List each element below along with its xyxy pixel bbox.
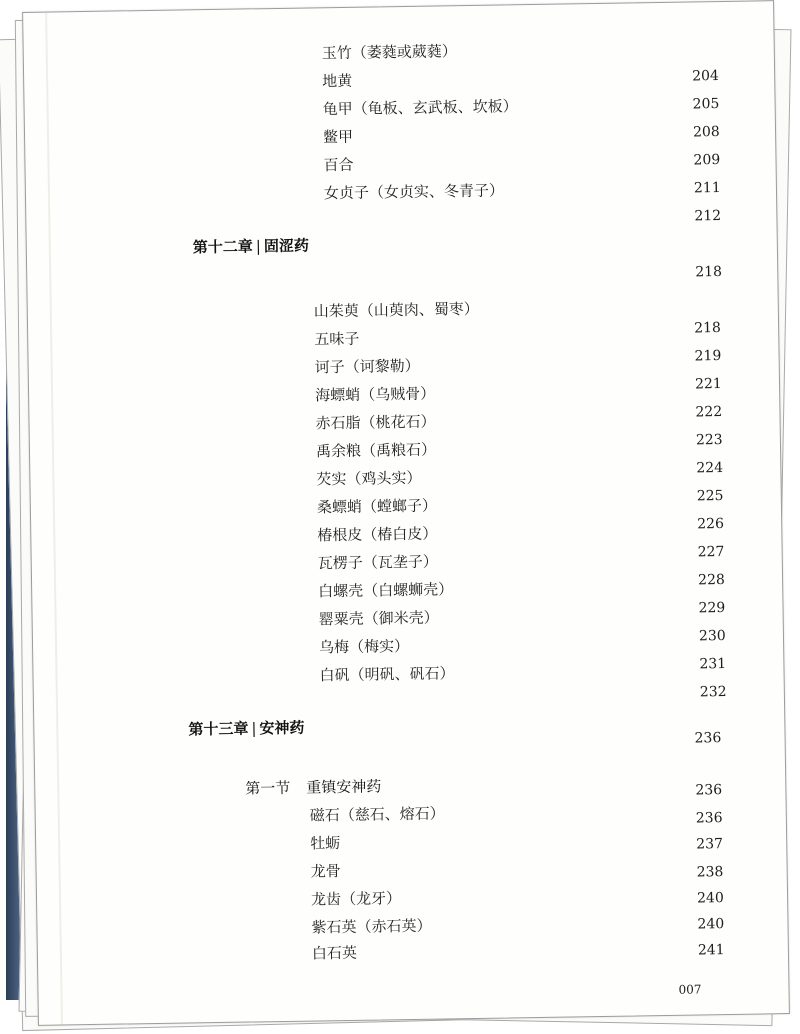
toc-entry-text: 五味子: [314, 329, 360, 349]
toc-entry-text: 海螵蛸（乌贼骨）: [315, 384, 436, 405]
toc-entry-page: 241: [697, 942, 725, 959]
toc-entry-text: 椿根皮（椿白皮）: [317, 524, 438, 545]
toc-entry-page: 240: [697, 916, 725, 933]
toc-entry-text: 龙骨: [310, 862, 341, 881]
toc-entry-text: 赤石脂（桃花石）: [315, 412, 436, 433]
toc-page: [22, 0, 790, 1026]
toc-entry-text: 瓦楞子（瓦垄子）: [317, 552, 438, 573]
page-folio-number: 007: [678, 982, 702, 997]
section-title: 重镇安神药: [306, 777, 382, 797]
section-heading-1: [245, 775, 381, 798]
chapter-page: 236: [694, 730, 722, 747]
toc-entry-page: 218: [694, 320, 721, 337]
toc-entry-text: 龟甲（龟板、玄武板、坎板）: [322, 97, 518, 119]
toc-entry-text: 龙齿（龙牙）: [310, 889, 402, 909]
toc-entry-page: 232: [699, 683, 727, 701]
chapter-title: 安神药: [259, 718, 305, 738]
toc-entry-page: 209: [693, 152, 721, 169]
toc-entry-text: 白石英: [311, 943, 358, 963]
toc-entry-page: 219: [694, 348, 722, 365]
page-spine-shadow: [45, 13, 63, 1025]
toc-group-top: [23, 1, 773, 225]
section-page: 236: [695, 782, 723, 799]
toc-entry-text: 乌梅（梅实）: [318, 636, 410, 657]
chapter-label: 第十三章: [188, 719, 249, 739]
toc-entry-text: 芡实（鸡头实）: [316, 468, 422, 489]
chapter-title: 固涩药: [263, 236, 310, 256]
toc-entry-text: 诃子（诃黎勒）: [314, 356, 420, 377]
toc-entry-text: 禹余粮（禹粮石）: [315, 440, 437, 461]
toc-entry-page: 227: [697, 544, 725, 561]
toc-entry-page: 221: [694, 376, 722, 393]
toc-entry-page: 228: [697, 572, 725, 589]
chapter-heading-12: [193, 234, 309, 257]
toc-entry-page: 211: [693, 180, 721, 197]
toc-entry-page: 237: [696, 836, 724, 853]
toc-entry-page: 229: [698, 599, 726, 617]
chapter-label: 第十二章: [192, 237, 253, 257]
toc-entry-text: 百合: [323, 155, 354, 175]
toc-entry-page: 204: [692, 68, 720, 85]
toc-entry-page: 226: [697, 516, 725, 533]
toc-entry-text: 地黄: [322, 71, 353, 91]
toc-entry-page: 224: [696, 460, 724, 477]
toc-entry-page: 225: [696, 488, 724, 505]
toc-entry-page: 230: [698, 627, 726, 645]
toc-entry-page: 231: [699, 655, 727, 673]
toc-entry-page: 205: [692, 96, 720, 113]
toc-entry-page: 208: [692, 124, 720, 141]
chapter-separator: |: [255, 237, 262, 256]
toc-entry-text: 白螺壳（白螺蛳壳）: [318, 580, 454, 601]
toc-entry-page: 236: [695, 810, 723, 827]
toc-entry-text: 山茱萸（山萸肉、蜀枣）: [313, 299, 479, 321]
toc-entry-page: 238: [696, 864, 724, 881]
chapter-separator: |: [251, 719, 257, 738]
toc-entry-page: 212: [694, 208, 722, 225]
toc-entry-text: 鳖甲: [322, 127, 354, 147]
toc-entry-text: 磁石（慈石、熔石）: [309, 804, 445, 825]
toc-entry-text: 罂粟壳（御米壳）: [318, 608, 439, 629]
toc-entry-text: 牡蛎: [310, 834, 341, 853]
toc-entry-page: 223: [695, 432, 723, 449]
section-label: 第一节: [245, 778, 291, 798]
toc-entry-page: 240: [696, 890, 724, 907]
toc-entry-page: 222: [695, 404, 723, 421]
toc-entry-text: 桑螵蛸（螳螂子）: [316, 496, 438, 517]
toc-entry-text: 玉竹（萎蕤或葳蕤）: [321, 42, 457, 63]
toc-entry-text: 紫石英（赤石英）: [311, 916, 432, 937]
toc-entry-text: 女贞子（女贞实、冬青子）: [323, 181, 505, 203]
toc-entry-text: 白矾（明矾、矾石）: [319, 664, 455, 685]
chapter-page: 218: [695, 264, 723, 281]
chapter-heading-13: [188, 717, 304, 740]
